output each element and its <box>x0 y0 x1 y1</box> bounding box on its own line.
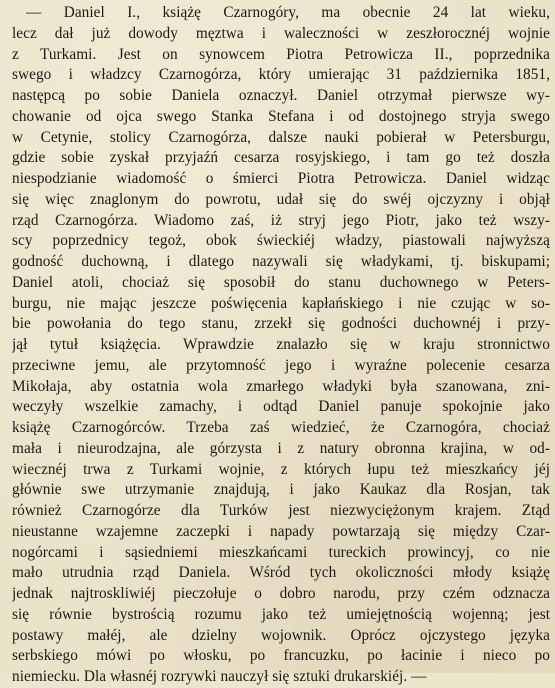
text-line: scy poprzednicy tegoż, obok świeckiéj władzy, piastowali najwyższą <box>12 232 550 250</box>
text-line: również Czarnogórze dla Turków jest niezwyciężonym krajem. Ztąd <box>12 502 550 519</box>
text-line: jął tytuł książęcia. Wprawdzie znalazło się w kraju stronnictwo <box>12 336 550 353</box>
text-line: godność duchowną, i dlatego nazywali się władykami, tj. biskupami; <box>12 253 550 270</box>
text-line: burgu, nie mając jeszcze poświęcenia kapłańskiego i nie czując w so- <box>12 294 550 312</box>
text-line: — Daniel I., książę Czarnogóry, ma obecnie 24 lat wieku, <box>26 4 550 21</box>
text-line: gdzie sobie zyskał przyjaźń cesarza rosyjskiego, i tam go też doszła <box>12 149 550 167</box>
text-line: niespodzianie wiadomość o śmierci Piotra Petrowicza. Daniel widząc <box>12 170 550 187</box>
text-line: postawy małéj, ale dzielny wojownik. Oprócz ojczystego języka <box>12 626 550 644</box>
text-line: jednak najtroskliwiéj pieczołuje o dobro narodu, przy czém odznacza <box>12 585 550 602</box>
text-line: głównie swe utrzymanie znajdują, i jako Kaukaz dla Rosjan, tak <box>12 481 550 499</box>
text-line: w Cetynie, stolicy Czarnogórza, dalsze nauki pobierał w Petersburgu, <box>12 128 550 146</box>
text-line: książę Czarnogórców. Trzeba zaś wiedzieć, że Czarnogóra, chociaż <box>12 419 550 436</box>
text-line: Mikołaja, aby ostatnia wola zmarłego władyki była szanowana, zni- <box>12 377 550 395</box>
text-line: mała i nieurodzajna, ale górzysta i z natury obronna krajina, w od- <box>12 439 550 457</box>
text-line: bie powołania do tego stanu, zrzekł się godności duchownéj i przy- <box>12 315 550 333</box>
text-line: nieustanne wzajemne zaczepki i napady powtarzają się między Czar- <box>12 522 550 540</box>
text-line: chowanie od ojca swego Stanka Stefana i od dostojnego stryja swego <box>12 107 550 125</box>
text-line: Daniel atoli, chociaż się sposobił do stanu duchownego w Peters- <box>12 273 550 291</box>
text-line: mało utrudnia rząd Daniela. Wśród tych okoliczności młody książę <box>12 564 550 582</box>
text-line: serbskiego mówi po włosku, po francuzku, po łacinie i nieco po <box>12 647 550 665</box>
text-line: wiecznéj trwa z Turkami wojnie, z których łupu też mieszkańcy jéj <box>12 460 550 478</box>
text-line: się więc znaglonym do powrotu, udał się do swéj ojczyzny i objął <box>12 190 550 208</box>
text-line: nogórcami i sąsiedniemi mieszkańcami tureckich prowincyj, co nie <box>12 543 550 561</box>
text-line: następcą po sobie Daniela oznaczył. Daniel otrzymał pierwsze wy- <box>12 87 550 104</box>
text-line: swego i władzcy Czarnogórza, który umierając 31 października 1851, <box>12 66 550 84</box>
text-line: przeciwne jemu, ale przytomność jego i wyraźne polecenie cesarza <box>12 356 550 374</box>
text-line: rząd Czarnogórza. Wiadomo zaś, iż stryj jego Piotr, jako też wszy- <box>12 211 550 229</box>
text-line: weczyły wszelkie zamachy, i odtąd Daniel panuje spokojnie jako <box>12 398 550 416</box>
text-line: lecz dał już dowody męztwa i waleczności w zeszłorocznéj wojnie <box>12 24 550 42</box>
article-paragraph <box>12 3 550 688</box>
text-line: z Turkami. Jest on synowcem Piotra Petrowicza II., poprzednika <box>12 45 550 63</box>
text-line: się równie bystrością rozumu jako też umiejętnością wojenną; jest <box>12 605 550 623</box>
text-line: niemiecku. Dla własnéj rozrywki nauczył się sztuki drukarskiéj. — <box>12 668 427 685</box>
